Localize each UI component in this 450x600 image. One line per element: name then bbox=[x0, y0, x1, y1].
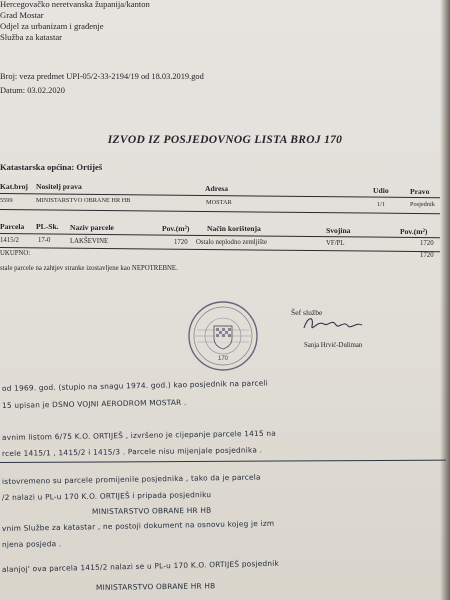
handwritten-line-8: vnim Službe za katastar , ne postoji dokument na osnovu kojeg je izm bbox=[1, 518, 275, 533]
header-department: Odjel za urbanizam i građenje bbox=[0, 21, 104, 31]
signature-label: Šef službe bbox=[291, 308, 323, 317]
parcels-total-label: UKUPNO: bbox=[0, 250, 31, 257]
owners-header-holder: Nositelj prava bbox=[36, 182, 82, 191]
parcels-header-plsk: PL-Sk. bbox=[36, 222, 59, 231]
parcels-header-name: Naziv parcele bbox=[70, 223, 114, 232]
page-edge-shadow bbox=[440, 0, 450, 600]
reference-number: Broj: veza predmet UPI-05/2-33-2194/19 od 18.03.2019.god bbox=[0, 72, 204, 81]
owner-holder: MINISTARSTVO OBRANE HR HB bbox=[36, 197, 131, 204]
header-county: Hercegovačko neretvanska županija/kanton bbox=[0, 0, 150, 9]
handwritten-line-6: /2 nalazi u PL-u 170 K.O. ORTIJEŠ i pripada posjedniku bbox=[1, 490, 212, 502]
handwritten-line-4: rcele 1415/1 , 1415/2 i 1415/3 . Parcele nisu mijenjale posjednika . bbox=[1, 445, 263, 458]
parcel-area: 1720 bbox=[174, 239, 188, 246]
handwritten-line-9: njena posjeda . bbox=[1, 539, 62, 549]
handwritten-divider bbox=[0, 460, 446, 463]
handwritten-line-7: MINISTARSTVO OBRANE HR HB bbox=[91, 505, 212, 516]
parcels-header-ownership: Svojina bbox=[326, 226, 351, 235]
parcel-plsk: 17-0 bbox=[38, 237, 51, 244]
owner-address: MOSTAR bbox=[206, 199, 232, 206]
handwritten-line-2: 15 upisan je DSNO VOJNI AERODROM MOSTAR . bbox=[1, 397, 187, 410]
handwritten-line-11: MINISTARSTVO OBRANE HR HB bbox=[95, 581, 216, 592]
parcels-header-area: Pov.(m²) bbox=[162, 224, 190, 233]
parcels-header-area-total: Pov.(m²) bbox=[400, 227, 428, 236]
parcel-name: LAKŠEVINE bbox=[70, 238, 109, 245]
header-city: Grad Mostar bbox=[0, 10, 44, 20]
parcels-total-rule bbox=[0, 247, 440, 252]
owner-share: 1/1 bbox=[377, 201, 386, 208]
parcel-ownership: VF/PL bbox=[326, 240, 345, 247]
owners-header-right: Pravo bbox=[410, 187, 430, 196]
handwritten-line-5: istovremeno su parcele promijenile posjednika , tako da je parcela bbox=[1, 472, 261, 486]
seal-number: 170 bbox=[217, 356, 229, 362]
handwritten-line-3: avnim listom 6/75 K.O. ORTIJEŠ , izvršeno je cijepanje parcele 1415 na bbox=[1, 428, 277, 442]
parcels-total-value: 1720 bbox=[420, 252, 434, 259]
cadastral-municipality: Katastarska općina: Ortiješ bbox=[0, 162, 103, 172]
handwritten-line-1: od 1969. god. (stupio na snagu 1974. god.) kao posjednik na parceli bbox=[1, 378, 269, 393]
parcel-number: 1415/2 bbox=[0, 237, 19, 244]
handwritten-line-10: alanjoj' ova parcela 1415/2 nalazi se u PL-u 170 K.O. ORTIJEŠ posjednik bbox=[1, 558, 280, 574]
owners-header-address: Adresa bbox=[205, 184, 229, 193]
parcels-top-rule bbox=[0, 209, 440, 214]
parcels-header-usage: Način korištenja bbox=[207, 224, 261, 233]
signature-scribble bbox=[302, 314, 364, 334]
parcel-usage: Ostalo neplodno zemljište bbox=[196, 239, 267, 246]
parcel-area-total: 1720 bbox=[420, 240, 434, 247]
owner-right: Posjednik bbox=[410, 201, 435, 208]
omitted-parcels-note: stale parcele na zahtjev stranke izostavljene kao NEPOTREBNE. bbox=[0, 265, 178, 272]
document-title: IZVOD IZ POSJEDOVNOG LISTA BROJ 170 bbox=[107, 134, 343, 146]
document-date: Datum: 03.02.2020 bbox=[0, 86, 65, 95]
owners-header-share: Udio bbox=[373, 186, 389, 195]
header-service: Služba za katastar bbox=[0, 32, 63, 42]
signatory-name: Sanja Hrvić-Duliman bbox=[304, 342, 363, 349]
owner-kat-number: 5599 bbox=[0, 197, 13, 204]
owners-header-katbroj: Kat.broj bbox=[0, 182, 28, 191]
parcels-header-parcel: Parcela bbox=[0, 222, 25, 231]
official-seal bbox=[187, 300, 259, 372]
